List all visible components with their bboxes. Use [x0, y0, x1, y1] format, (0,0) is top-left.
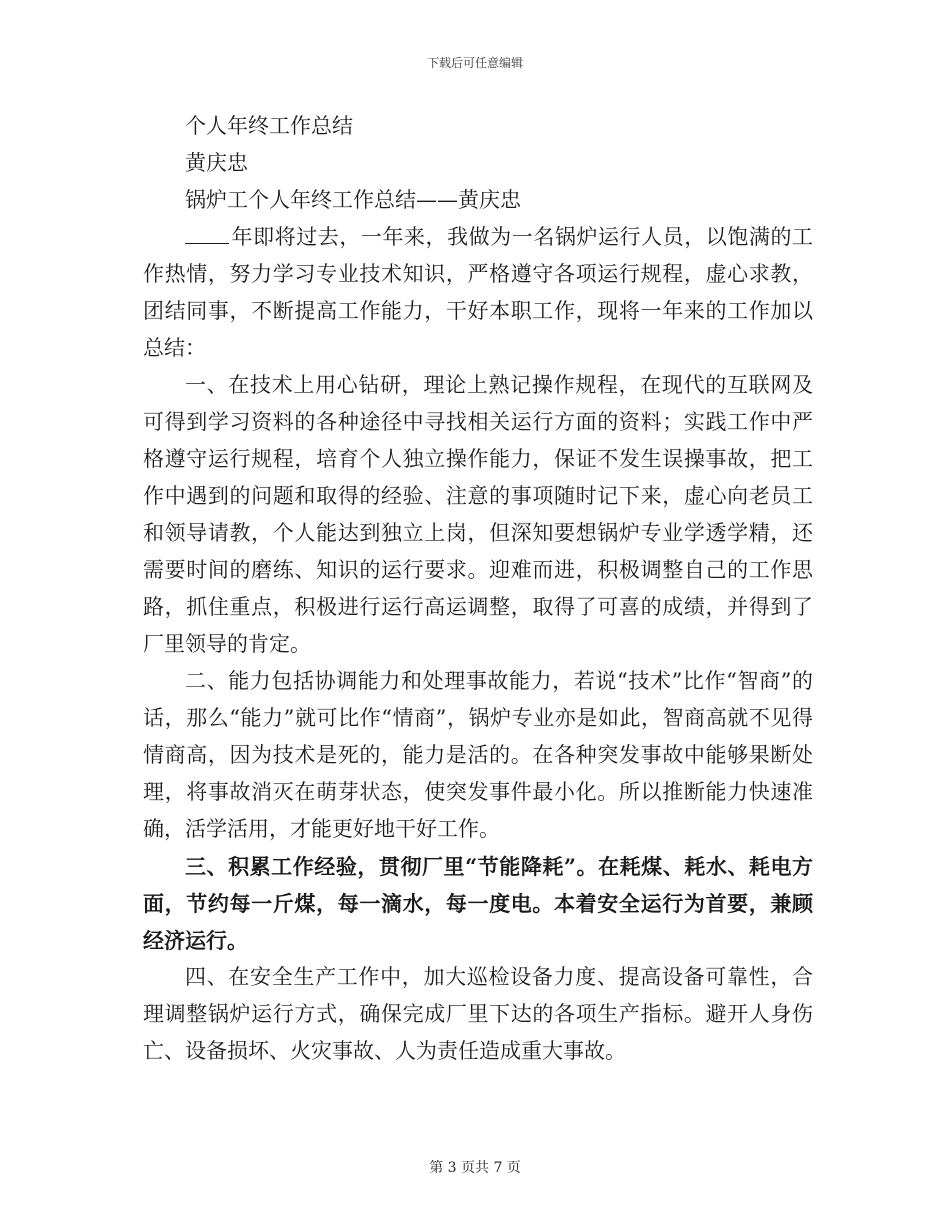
paragraph-4: 四、在安全生产工作中，加大巡检设备力度、提高设备可靠性，合理调整锅炉运行方式，确保完成厂里下达的各项生产指标。避开人身伤亡、设备损坏、火灾事故、人为责任造成重大事故。	[143, 965, 813, 1063]
intro-text: 年即将过去，一年来，我做为一名锅炉运行人员，以饱满的工作热情，努力学习专业技术知识，严格遵守各项运行规程，虚心求教，团结同事，不断提高工作能力，干好本职工作，现将一年来的工作加以总结：	[143, 225, 813, 360]
paragraph-1: 一、在技术上用心钻研，理论上熟记操作规程，在现代的互联网及可得到学习资料的各种途径中寻找相关运行方面的资料；实践工作中严格遵守运行规程，培育个人独立操作能力，保证不发生误操事故，把工作中遇到的问题和取得的经验、注意的事项随时记下来，虚心向老员工和领导请教，个人能达到独立上岗，但深知要想锅炉专业学透学精，还需要时间的磨练、知识的运行要求。迎难而进，积极调整自己的工作思路，抓住重点，积极进行运行高运调整，取得了可喜的成绩，并得到了厂里领导的肯定。	[143, 373, 813, 656]
year-blank	[185, 221, 229, 244]
paragraph-2: 二、能力包括协调能力和处理事故能力，若说“技术”比作“智商”的话，那么“能力”就可比作“情商”，锅炉专业亦是如此，智商高就不见得情商高，因为技术是死的，能力是活的。在各种突发事故中能够果断处理，将事故消灭在萌芽状态，使突发事件最小化。所以推断能力快速准确，活学活用，才能更好地干好工作。	[143, 669, 813, 841]
document-subtitle: 锅炉工个人年终工作总结——黄庆忠	[185, 188, 521, 212]
document-body	[143, 108, 813, 1070]
intro-paragraph	[143, 219, 813, 367]
paragraph-3: 三、积累工作经验，贯彻厂里“节能降耗”。在耗煤、耗水、耗电方面，节约每一斤煤，每一滴水，每一度电。本着安全运行为首要，兼顾经济运行。	[143, 854, 813, 953]
document-author: 黄庆忠	[185, 151, 248, 175]
page-footer: 第 3 页共 7 页	[429, 1160, 521, 1176]
document-title: 个人年终工作总结	[185, 114, 353, 138]
page-header-note: 下载后可任意编辑	[426, 56, 523, 70]
